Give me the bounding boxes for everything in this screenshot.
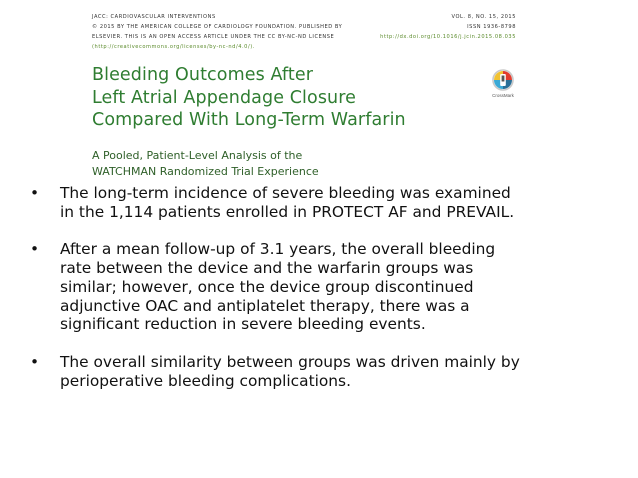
- journal-header-row-2: [92, 24, 516, 34]
- bullet-line: The long-term incidence of severe bleeding was examined: [60, 184, 511, 202]
- bullet-marker: •: [30, 184, 40, 202]
- bullet-item: [30, 184, 630, 221]
- doi-link[interactable]: http://dx.doi.org/10.1016/j.jcin.2015.08.035: [380, 34, 516, 40]
- crossmark-badge[interactable]: [488, 68, 518, 98]
- article-subtitle: [92, 148, 319, 179]
- article-title-line: Bleeding Outcomes After: [92, 65, 314, 85]
- bullet-item: [30, 353, 630, 390]
- bullet-line: The overall similarity between groups was driven mainly by: [60, 352, 520, 371]
- license-line: ELSEVIER. THIS IS AN OPEN ACCESS ARTICLE UNDER THE CC BY-NC-ND LICENSE: [92, 34, 335, 40]
- article-title-line: Compared With Long-Term Warfarin: [92, 110, 406, 130]
- journal-volume: VOL. 8, NO. 15, 2015: [451, 14, 516, 20]
- bullet-line: significant reduction in severe bleeding events.: [60, 315, 426, 334]
- bullet-marker: •: [30, 352, 40, 371]
- bullet-line: adjunctive OAC and antiplatelet therapy, there was a: [60, 296, 470, 315]
- journal-header-row-1: [92, 14, 516, 24]
- copyright-line: © 2015 BY THE AMERICAN COLLEGE OF CARDIOLOGY FOUNDATION. PUBLISHED BY: [92, 24, 343, 30]
- bullet-line: rate between the device and the warfarin groups was: [60, 259, 474, 278]
- article-title-line: Left Atrial Appendage Closure: [92, 87, 357, 108]
- journal-header: [92, 14, 516, 54]
- journal-name: JACC: CARDIOVASCULAR INTERVENTIONS: [92, 14, 216, 20]
- crossmark-label: CrossMark: [492, 93, 514, 98]
- article-subtitle-line: A Pooled, Patient-Level Analysis of the: [92, 149, 303, 162]
- article-subtitle-line: WATCHMAN Randomized Trial Experience: [92, 164, 319, 178]
- bullet-line: similar; however, once the device group discontinued: [60, 277, 474, 296]
- bullet-item: [30, 240, 630, 334]
- article-title: [92, 64, 406, 132]
- license-link[interactable]: (http://creativecommons.org/licenses/by-nc-nd/4.0/).: [92, 44, 255, 50]
- bullet-marker: •: [30, 240, 40, 259]
- journal-header-row-4: [92, 44, 516, 54]
- issn: ISSN 1936-8798: [467, 24, 516, 30]
- bullet-line: After a mean follow-up of 3.1 years, the overall bleeding: [60, 240, 496, 259]
- bullet-line: perioperative bleeding complications.: [60, 371, 351, 390]
- bullet-list: [30, 184, 630, 409]
- journal-header-row-3: [92, 34, 516, 44]
- crossmark-icon: [492, 68, 514, 92]
- bullet-line: in the 1,114 patients enrolled in PROTECT AF and PREVAIL.: [60, 202, 515, 221]
